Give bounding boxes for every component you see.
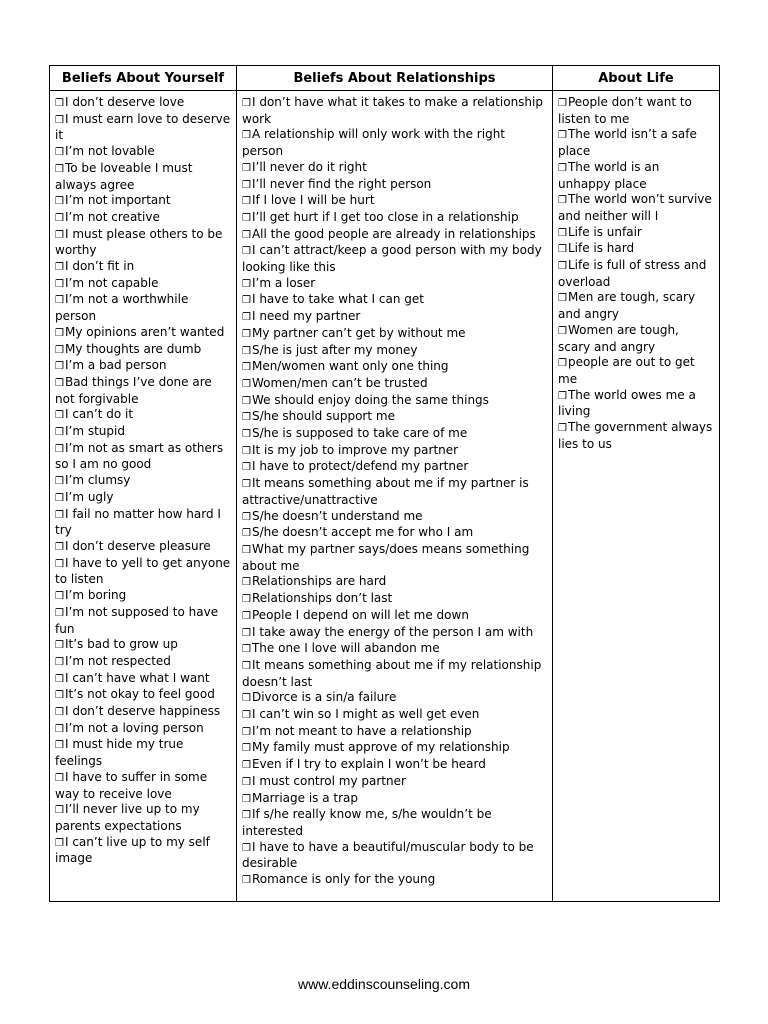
checkbox-icon: ❒ [242,229,251,241]
list-item [55,835,231,867]
list-item [55,95,231,112]
checkbox-icon: ❒ [242,412,251,424]
checkbox-icon: ❒ [242,511,251,523]
checkbox-icon: ❒ [55,558,64,570]
checkbox-icon: ❒ [558,244,567,256]
checkbox-icon: ❒ [242,842,251,854]
checkbox-icon: ❒ [558,390,567,402]
checkbox-icon: ❒ [55,114,64,126]
list-item [242,276,547,293]
list-item [242,343,547,360]
checkbox-icon: ❒ [558,293,567,305]
list-item [55,704,231,721]
list-item [55,276,231,293]
item-text: It means something about me if my relationship doesn’t last [242,657,542,689]
list-item [242,690,547,707]
list-item [55,144,231,161]
checkbox-icon: ❒ [242,395,251,407]
item-text: I’m not capable [64,275,159,290]
header-beliefs-about-yourself: Beliefs About Yourself [50,66,237,91]
checkbox-icon: ❒ [55,591,64,603]
item-text: People don’t want to listen to me [558,95,692,126]
list-item [242,840,547,872]
list-item [55,721,231,738]
item-text: I can’t do it [64,407,134,422]
item-text: Women are tough, scary and angry [558,322,679,354]
item-text: Women/men can’t be trusted [251,375,428,390]
checkbox-icon: ❒ [558,162,567,174]
list-item [242,509,547,526]
item-text: I’m stupid [64,424,125,439]
checkbox-icon: ❒ [55,656,64,668]
checkbox-icon: ❒ [242,212,251,224]
list-item [242,426,547,443]
checkbox-icon: ❒ [558,130,567,142]
checkbox-icon: ❒ [55,476,64,488]
item-text: I’ll never live up to my parents expectations [55,802,200,833]
list-item [55,407,231,424]
checkbox-icon: ❒ [55,723,64,735]
item-text: It’s not okay to feel good [64,687,215,702]
list-item [55,441,231,473]
checkbox-icon: ❒ [558,195,567,207]
list-item [558,355,714,387]
checkbox-icon: ❒ [55,212,64,224]
list-item [242,525,547,542]
item-text: I have to yell to get anyone to listen [55,555,231,587]
checkbox-icon: ❒ [242,627,251,639]
item-text: I must hide my true feelings [55,737,184,769]
item-text: The world won’t survive and neither will I [558,192,712,223]
list-item [242,393,547,410]
checkbox-icon: ❒ [55,509,64,521]
item-text: I don’t deserve happiness [64,704,221,719]
item-text: people are out to get me [558,355,695,386]
item-text: I’m not as smart as others so I am no good [55,440,224,472]
checkbox-icon: ❒ [55,278,64,290]
checkbox-icon: ❒ [242,179,251,191]
list-item [242,193,547,210]
list-item [242,127,547,159]
item-text: Divorce is a sin/a failure [251,690,397,705]
checkbox-icon: ❒ [55,163,64,175]
item-text: S/he is supposed to take care of me [251,426,468,441]
item-text: It is my job to improve my partner [251,442,459,457]
checkbox-icon: ❒ [242,660,251,672]
checkbox-icon: ❒ [55,607,64,619]
item-text: I’m a loser [251,275,316,290]
yourself-list [55,95,231,867]
list-item [242,95,547,127]
item-text: Bad things I’ve done are not forgivable [55,374,212,406]
item-text: S/he doesn’t accept me for who I am [251,525,474,540]
list-item [242,210,547,227]
checkbox-icon: ❒ [55,673,64,685]
checkbox-icon: ❒ [242,594,251,606]
checkbox-icon: ❒ [55,196,64,208]
item-text: I have to protect/defend my partner [251,459,469,474]
checkbox-icon: ❒ [55,98,64,109]
checkbox-icon: ❒ [242,479,251,491]
item-text: All the good people are already in relationships [251,226,536,241]
relationships-list [242,95,547,889]
checkbox-icon: ❒ [242,875,251,887]
list-item [242,724,547,741]
checkbox-icon: ❒ [242,328,251,340]
list-item [242,359,547,376]
checkbox-icon: ❒ [242,130,251,142]
item-text: I can’t live up to my self image [55,834,210,866]
list-item [55,193,231,210]
item-text: I must control my partner [251,773,406,788]
item-text: I’m not respected [64,653,171,668]
item-text: I’ll never find the right person [251,176,432,191]
item-text: I have to take what I can get [251,292,424,307]
item-text: My family must approve of my relationship [251,740,510,755]
checkbox-icon: ❒ [55,443,64,455]
list-item [242,542,547,574]
item-text: I’m not supposed to have fun [55,604,219,636]
item-text: Life is full of stress and overload [558,258,707,289]
checkbox-icon: ❒ [55,837,64,849]
item-text: I’m not a loving person [64,720,204,735]
item-text: The government always lies to us [558,420,713,451]
item-text: I can’t win so I might as well get even [251,707,480,722]
checkbox-icon: ❒ [242,528,251,540]
checkbox-icon: ❒ [558,325,567,337]
checkbox-icon: ❒ [242,577,251,589]
checkbox-icon: ❒ [55,327,64,339]
item-text: My thoughts are dumb [64,341,202,356]
list-item [242,376,547,393]
item-text: Relationships don’t last [251,591,393,606]
item-text: I have to suffer in some way to receive love [55,769,208,801]
item-text: Relationships are hard [251,574,387,589]
checkbox-icon: ❒ [558,98,567,109]
beliefs-table [49,65,720,902]
checkbox-icon: ❒ [558,423,567,435]
checkbox-icon: ❒ [242,726,251,738]
item-text: People I depend on will let me down [251,607,469,622]
checkbox-icon: ❒ [242,246,251,258]
item-text: Marriage is a trap [251,790,359,805]
list-item [558,258,714,290]
list-item [242,591,547,608]
list-item [55,325,231,342]
item-text: If I love I will be hurt [251,193,375,208]
checkbox-icon: ❒ [55,295,64,307]
item-text: I’m not lovable [64,144,155,159]
checkbox-icon: ❒ [55,541,64,553]
list-item [558,388,714,420]
checkbox-icon: ❒ [242,295,251,307]
item-text: The world is an unhappy place [558,159,660,191]
list-item [242,227,547,244]
list-item [242,625,547,642]
list-item [55,654,231,671]
list-item [55,490,231,507]
list-item [55,671,231,688]
item-text: Men/women want only one thing [251,359,449,374]
item-text: I must please others to be worthy [55,226,223,258]
checkbox-icon: ❒ [242,345,251,357]
checkbox-icon: ❒ [242,693,251,705]
checkbox-icon: ❒ [242,312,251,324]
list-item [55,507,231,539]
list-item [55,605,231,637]
list-item [242,740,547,757]
item-text: I’m boring [64,588,127,603]
checkbox-icon: ❒ [242,610,251,622]
list-item [558,225,714,242]
list-item [242,791,547,808]
item-text: I’ll never do it right [251,159,367,174]
list-item [242,459,547,476]
item-text: A relationship will only work with the right person [242,127,505,159]
checkbox-icon: ❒ [55,740,64,752]
list-item [558,95,714,127]
item-text: It means something about me if my partner is attractive/unattractive [242,476,529,507]
list-item [55,259,231,276]
list-item [558,241,714,258]
list-item [242,292,547,309]
checkbox-icon: ❒ [242,462,251,474]
item-text: I take away the energy of the person I am with [251,624,534,639]
checkbox-icon: ❒ [55,147,64,159]
list-item [242,443,547,460]
list-item [55,112,231,144]
list-item [55,687,231,704]
list-item [558,420,714,452]
list-item [55,637,231,654]
list-item [55,292,231,324]
list-item [55,802,231,834]
life-list [558,95,714,452]
checkbox-icon: ❒ [55,707,64,719]
checkbox-icon: ❒ [55,377,64,389]
column-yourself [50,91,237,902]
checkbox-icon: ❒ [242,810,251,822]
item-text: The one I love will abandon me [251,641,440,656]
list-item [55,473,231,490]
checkbox-icon: ❒ [242,544,251,556]
list-item [55,161,231,193]
item-text: I’m not a worthwhile person [55,292,189,324]
list-item [55,227,231,259]
column-life [553,91,720,902]
checkbox-icon: ❒ [242,98,251,109]
list-item [242,608,547,625]
item-text: If s/he really know me, s/he wouldn’t be interested [242,807,492,838]
list-item [55,539,231,556]
list-item [558,290,714,322]
list-item [242,807,547,839]
list-item [55,342,231,359]
checkbox-icon: ❒ [55,361,64,373]
item-text: Romance is only for the young [251,872,436,887]
item-text: I’ll get hurt if I get too close in a relationship [251,209,519,224]
list-item [242,872,547,889]
checkbox-icon: ❒ [55,262,64,274]
item-text: Men are tough, scary and angry [558,290,696,322]
checkbox-icon: ❒ [55,805,64,817]
content-row [50,91,720,902]
checkbox-icon: ❒ [558,227,567,239]
list-item [242,707,547,724]
list-item [242,243,547,275]
list-item [558,323,714,355]
list-item [558,127,714,159]
item-text: I fail no matter how hard I try [55,506,221,538]
list-item [242,658,547,690]
list-item [55,424,231,441]
item-text: To be loveable I must always agree [55,160,193,192]
item-text: I must earn love to deserve it [55,111,231,143]
list-item [242,476,547,508]
item-text: It’s bad to grow up [64,637,178,652]
list-item [55,556,231,588]
checkbox-icon: ❒ [55,690,64,702]
list-item [242,160,547,177]
item-text: I have to have a beautiful/muscular body to be desirable [242,839,534,871]
checkbox-icon: ❒ [242,776,251,788]
header-beliefs-about-relationships: Beliefs About Relationships [237,66,553,91]
list-item [55,737,231,769]
list-item [55,210,231,227]
checkbox-icon: ❒ [55,492,64,504]
checkbox-icon: ❒ [242,378,251,390]
list-item [242,409,547,426]
item-text: I don’t have what it takes to make a relationship work [242,95,543,126]
checkbox-icon: ❒ [55,229,64,241]
item-text: I don’t deserve pleasure [64,538,211,553]
item-text: S/he doesn’t understand me [251,508,423,523]
list-item [242,774,547,791]
checkbox-icon: ❒ [242,760,251,772]
checkbox-icon: ❒ [558,261,567,273]
checkbox-icon: ❒ [242,445,251,457]
checkbox-icon: ❒ [242,644,251,656]
list-item [242,574,547,591]
item-text: I don’t fit in [64,259,135,274]
item-text: I’m not meant to have a relationship [251,723,472,738]
checkbox-icon: ❒ [242,196,251,208]
list-item [55,770,231,802]
item-text: I’m a bad person [64,358,167,373]
item-text: I’m clumsy [64,473,131,488]
item-text: I’m not creative [64,209,160,224]
list-item [242,326,547,343]
item-text: S/he should support me [251,409,395,424]
list-item [55,588,231,605]
checkbox-icon: ❒ [55,410,64,422]
list-item [242,641,547,658]
column-relationships [237,91,553,902]
footer-url: www.eddinscounseling.com [298,976,470,992]
item-text: Even if I try to explain I won’t be heard [251,757,486,772]
list-item [242,177,547,194]
checkbox-icon: ❒ [55,427,64,439]
item-text: Life is unfair [567,224,642,239]
item-text: What my partner says/does means something about me [242,541,530,573]
list-item [242,309,547,326]
list-item [55,375,231,407]
item-text: I need my partner [251,309,361,324]
item-text: I’m not important [64,193,171,208]
checkbox-icon: ❒ [242,710,251,722]
checkbox-icon: ❒ [242,362,251,374]
list-item [558,192,714,224]
header-row [50,66,720,91]
header-about-life: About Life [553,66,720,91]
checkbox-icon: ❒ [55,344,64,356]
item-text: I don’t deserve love [64,95,185,109]
checkbox-icon: ❒ [558,358,567,370]
checkbox-icon: ❒ [242,162,251,174]
item-text: We should enjoy doing the same things [251,392,489,407]
item-text: S/he is just after my money [251,342,418,357]
item-text: I can’t have what I want [64,670,210,685]
item-text: The world isn’t a safe place [558,127,697,159]
item-text: My opinions aren’t wanted [64,324,225,339]
checkbox-icon: ❒ [242,429,251,441]
list-item [242,757,547,774]
list-item [558,160,714,192]
item-text: Life is hard [567,241,635,256]
checkbox-icon: ❒ [242,743,251,755]
checkbox-icon: ❒ [55,640,64,652]
item-text: I’m ugly [64,489,114,504]
item-text: I can’t attract/keep a good person with my body looking like this [242,243,542,275]
checkbox-icon: ❒ [242,278,251,290]
checkbox-icon: ❒ [55,772,64,784]
checkbox-icon: ❒ [242,793,251,805]
item-text: The world owes me a living [558,387,696,419]
item-text: My partner can’t get by without me [251,325,466,340]
list-item [55,358,231,375]
